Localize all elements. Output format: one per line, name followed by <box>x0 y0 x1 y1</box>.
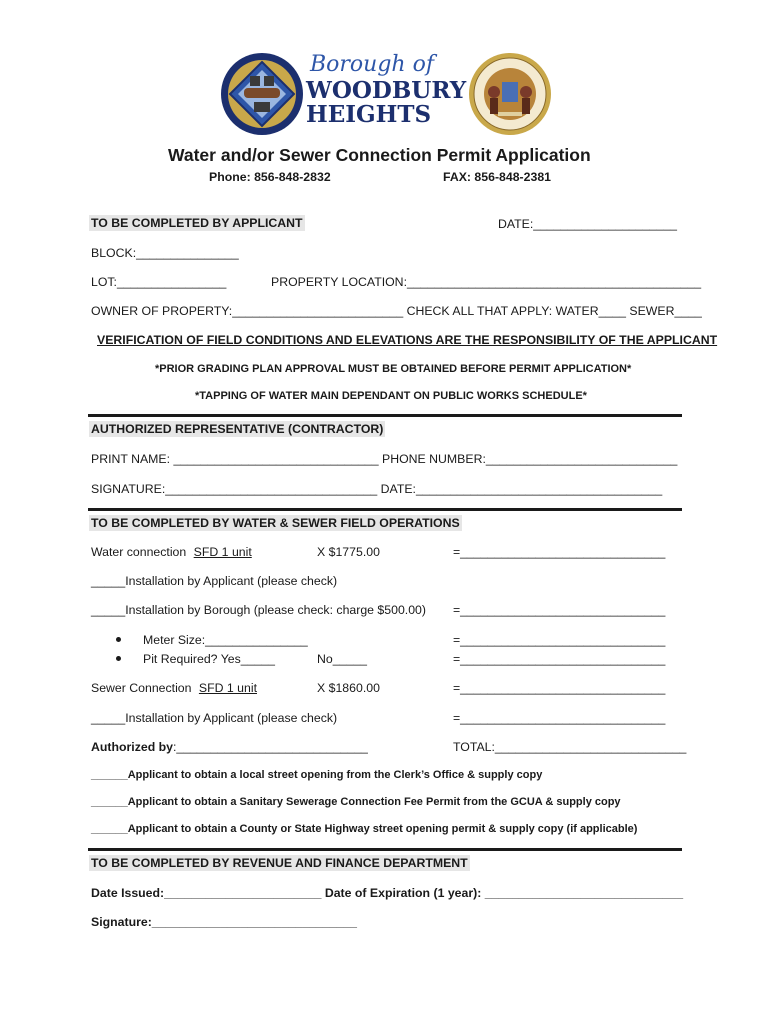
owner-check-line[interactable]: OWNER OF PROPERTY:_________________________ CHECK ALL THAT APPLY: WATER____ SEWER____ <box>91 304 702 318</box>
bullet-icon <box>116 656 121 661</box>
pit-no-field[interactable]: No_____ <box>317 652 367 666</box>
page-title: Water and/or Sewer Connection Permit Application <box>168 145 591 165</box>
sewer-amount-field[interactable]: =______________________________ <box>453 681 666 695</box>
print-name-phone-field[interactable]: PRINT NAME: ______________________________ PHONE NUMBER:____________________________ <box>91 452 678 466</box>
section-heading-applicant: TO BE COMPLETED BY APPLICANT <box>91 216 303 230</box>
requirement-local-street[interactable]: ______Applicant to obtain a local street opening from the Clerk’s Office & supply copy <box>91 769 543 781</box>
verification-statement: VERIFICATION OF FIELD CONDITIONS AND ELEVATIONS ARE THE RESPONSIBILITY OF THE APPLICANT <box>97 333 718 347</box>
sewer-unit: SFD 1 unit <box>198 681 257 695</box>
meter-size-amount-field[interactable]: =______________________________ <box>453 633 666 647</box>
pit-required-item[interactable]: Pit Required? Yes_____ <box>116 652 275 666</box>
water-amount-field[interactable]: =______________________________ <box>453 545 666 559</box>
town-name-line2: HEIGHTS <box>306 101 432 128</box>
sewer-connection-label: Sewer Connection <box>91 681 192 695</box>
bullet-icon <box>116 637 121 642</box>
water-connection-label: Water connection <box>91 545 187 559</box>
borough-name-logo <box>306 52 466 127</box>
total-field[interactable]: TOTAL:____________________________ <box>453 740 687 754</box>
applicant-date-field[interactable]: DATE:_____________________ <box>498 217 677 231</box>
section-heading-contractor: AUTHORIZED REPRESENTATIVE (CONTRACTOR) <box>91 422 384 436</box>
borough-seal-icon <box>220 52 304 136</box>
revenue-signature-field[interactable]: Signature:______________________________ <box>91 915 357 929</box>
borough-install-amount-field[interactable]: =______________________________ <box>453 603 666 617</box>
new-jersey-state-seal-icon <box>468 52 552 136</box>
requirement-sewerage-fee[interactable]: ______Applicant to obtain a Sanitary Sewerage Connection Fee Permit from the GCUA & supply copy <box>91 796 621 808</box>
sewer-install-amount-field[interactable]: =______________________________ <box>453 711 666 725</box>
pit-amount-field[interactable]: =______________________________ <box>453 652 666 666</box>
date-issued-expiration-field[interactable]: Date Issued:_______________________ Date of Expiration (1 year): _____________________________ <box>91 886 684 900</box>
section-heading-field-ops: TO BE COMPLETED BY WATER & SEWER FIELD OPERATIONS <box>91 516 460 530</box>
block-field[interactable]: BLOCK:_______________ <box>91 246 239 260</box>
sewer-connection-row <box>91 681 257 695</box>
tapping-note: *TAPPING OF WATER MAIN DEPENDANT ON PUBLIC WORKS SCHEDULE* <box>195 390 587 402</box>
section-divider <box>88 848 682 851</box>
install-borough-check[interactable]: _____Installation by Borough (please check: charge $500.00) <box>91 603 426 617</box>
authorized-by-field[interactable]: Authorized by:____________________________ <box>91 740 368 754</box>
section-divider <box>88 508 682 511</box>
property-location-field[interactable]: PROPERTY LOCATION:___________________________________________ <box>271 275 702 289</box>
phone-number: Phone: 856-848-2832 <box>209 170 331 184</box>
install-applicant-sewer-check[interactable]: _____Installation by Applicant (please check) <box>91 711 338 725</box>
section-divider <box>88 414 682 417</box>
install-applicant-water-check[interactable]: _____Installation by Applicant (please check) <box>91 574 338 588</box>
water-unit: SFD 1 unit <box>193 545 252 559</box>
grading-plan-note: *PRIOR GRADING PLAN APPROVAL MUST BE OBTAINED BEFORE PERMIT APPLICATION* <box>155 363 632 375</box>
requirement-highway-opening[interactable]: ______Applicant to obtain a County or State Highway street opening permit & supply copy (if applicable) <box>91 823 638 835</box>
water-connection-row <box>91 545 252 559</box>
borough-of-text: Borough of <box>310 52 434 77</box>
water-price: X $1775.00 <box>317 545 380 559</box>
fax-number: FAX: 856-848-2381 <box>443 170 552 184</box>
section-heading-revenue: TO BE COMPLETED BY REVENUE AND FINANCE DEPARTMENT <box>91 856 468 870</box>
lot-field[interactable]: LOT:________________ <box>91 275 227 289</box>
sewer-price: X $1860.00 <box>317 681 380 695</box>
contractor-signature-date-field[interactable]: SIGNATURE:_______________________________ DATE:____________________________________ <box>91 482 663 496</box>
town-name-line1: WOODBURY <box>306 77 467 104</box>
meter-size-item[interactable]: Meter Size:_______________ <box>116 633 308 647</box>
